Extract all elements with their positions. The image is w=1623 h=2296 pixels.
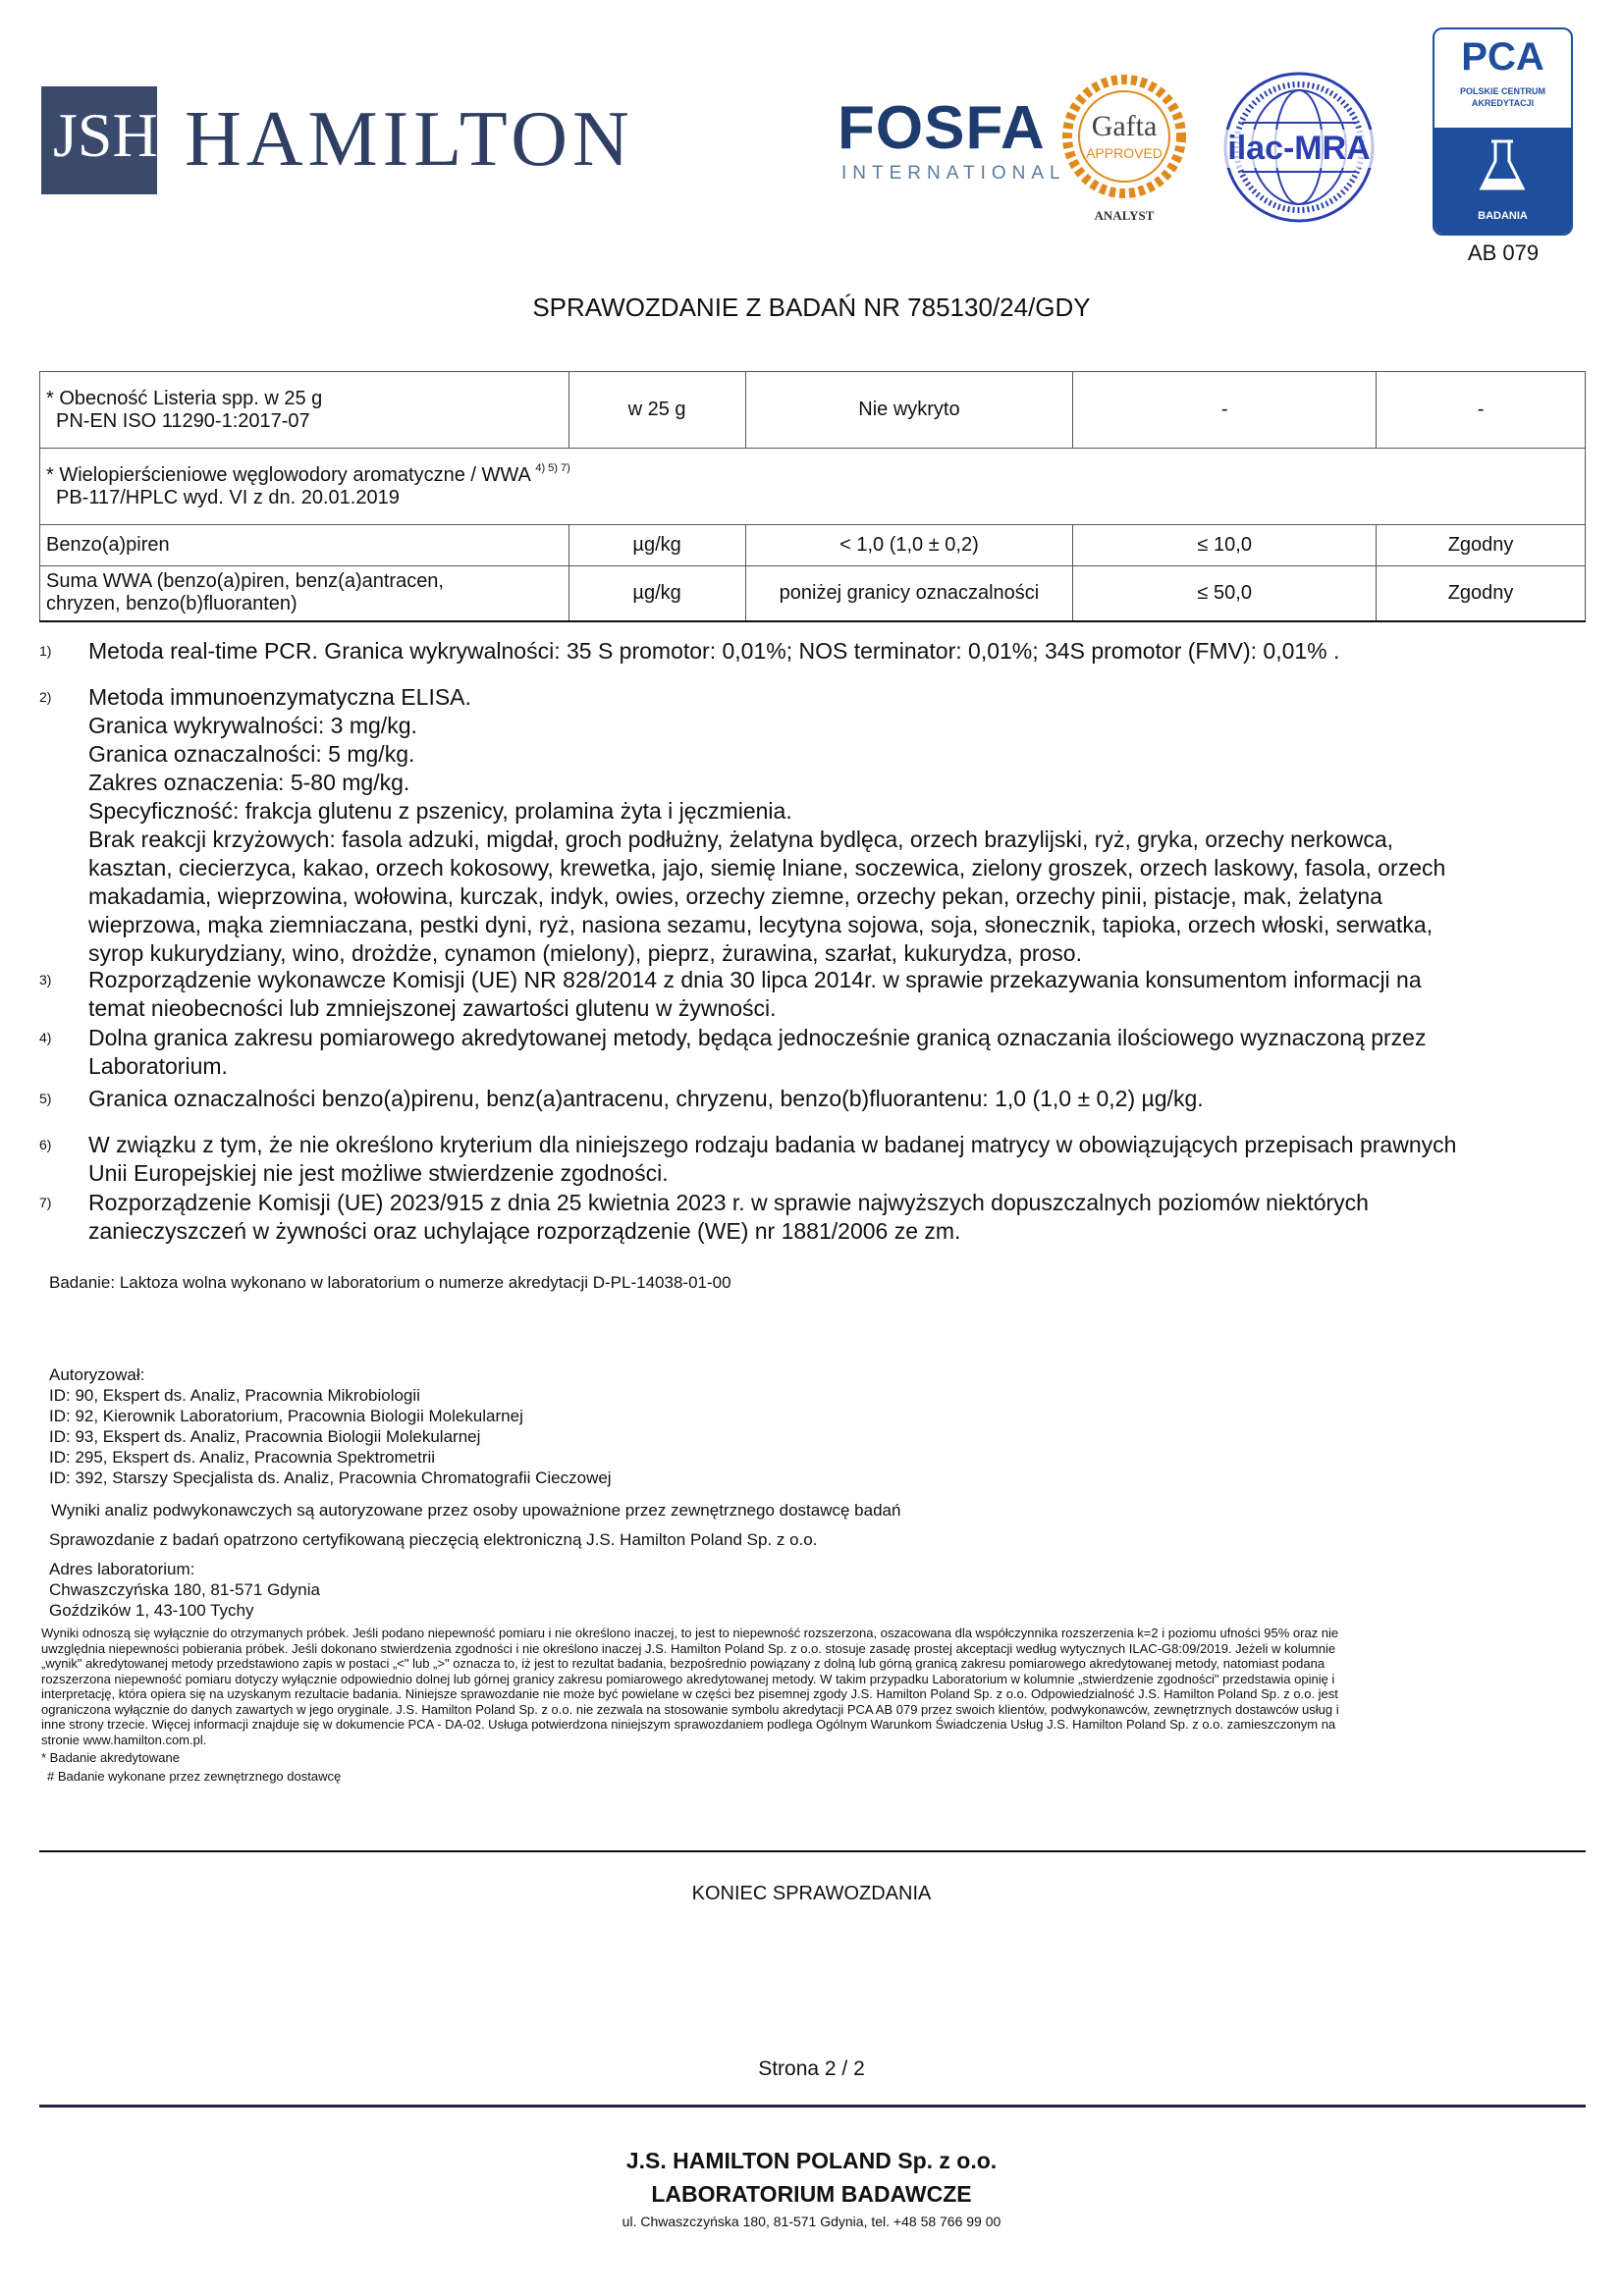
legal-disclaimer [41, 1626, 1585, 1784]
legal-line: ograniczona wyłącznie do danych zawartych w jego oryginale. J.S. Hamilton Poland Sp. z o.o. nie zezwala na stosowanie symbolu akredytacji PCA AB 079 przez swoich klientów, podwykonawców, zewnętrznych dostawców usług i [41, 1701, 1339, 1717]
footnote-7 [39, 1189, 1571, 1246]
conformity-cell: Zgodny [1377, 525, 1586, 566]
pca-logo [1433, 27, 1573, 236]
pca-line2: AKREDYTACJI [1471, 98, 1535, 108]
page-number: Strona 2 / 2 [758, 2057, 865, 2080]
flask-icon [1434, 128, 1571, 206]
unit-cell: µg/kg [568, 566, 745, 621]
unit-cell: µg/kg [568, 525, 745, 566]
footnote-line: Metoda real-time PCR. Granica wykrywalności: 35 S promotor: 0,01%; NOS terminator: 0,01%; 34S promotor (FMV): 0,01% . [88, 638, 1340, 664]
footnote-number: 1) [39, 643, 52, 659]
result-cell: Nie wykryto [745, 372, 1073, 449]
footnote-line: W związku z tym, że nie określono kryterium dla niniejszego rodzaju badania w badanej matrycy w obowiązujących przepisach prawnych [88, 1132, 1457, 1157]
hamilton-logo [41, 86, 650, 194]
footnote-line: Laboratorium. [88, 1053, 228, 1079]
pca-badania: BADANIA [1478, 210, 1528, 222]
footnote-line: temat nieobecności lub zmniejszonej zawartości glutenu w żywności. [88, 995, 777, 1021]
lab-address-line: Goździków 1, 43-100 Tychy [49, 1601, 254, 1620]
footnote-number: 2) [39, 689, 52, 705]
section-method: PB-117/HPLC wyd. VI z dn. 20.01.2019 [56, 486, 400, 508]
jsh-letters: JSH [53, 100, 158, 170]
gafta-analyst: ANALYST [1094, 208, 1155, 223]
report-title: SPRAWOZDANIE Z BADAŃ NR 785130/24/GDY [532, 293, 1091, 322]
footnote-number: 4) [39, 1030, 52, 1045]
pca-blue-block [1434, 128, 1571, 234]
footnote-line: syrop kukurydziany, wino, drożdże, cynamon (mielony), pieprz, żurawina, szarłat, kukurydza, proso. [88, 940, 1082, 966]
authorizer: ID: 90, Ekspert ds. Analiz, Pracownia Mikrobiologii [49, 1386, 420, 1405]
footnote-line: zanieczyszczeń w żywności oraz uchylające rozporządzenie (WE) nr 1881/2006 ze zm. [88, 1218, 961, 1244]
legal-line: inne strony trzecie. Więcej informacji znajduje się w dokumencie PCA - DA-02. Usługa potwierdzona niniejszym sprawozdaniem podlega Ogólnym Warunkom Świadczenia Usług J.S. Hamilton Poland Sp. z o.o. zamieszczonym na [41, 1717, 1336, 1732]
footnote-line: Granica oznaczalności: 5 mg/kg. [88, 741, 415, 767]
footnote-5 [39, 1085, 1571, 1113]
parameter-name: * Obecność Listeria spp. w 25 g [46, 387, 323, 409]
footer-company: J.S. HAMILTON POLAND Sp. z o.o. [625, 2148, 998, 2173]
ilac-mra-logo [1220, 69, 1378, 226]
section-refs: 4) 5) 7) [535, 461, 570, 474]
footnote-line: Brak reakcji krzyżowych: fasola adzuki, migdał, groch podłużny, żelatyna bydlęca, orzech brazylijski, ryż, gryka, orzechy nerkowca, [88, 827, 1394, 852]
fosfa-subtitle: INTERNATIONAL [841, 163, 1066, 184]
authorizer: ID: 392, Starszy Specjalista ds. Analiz, Pracownia Chromatografii Cieczowej [49, 1468, 612, 1487]
requirement-cell: ≤ 10,0 [1073, 525, 1377, 566]
legal-line: interpretację, która opiera się na uzyskanym rezultacie badania. Niniejsze sprawozdanie nie może być powielane w części bez pisemnej zgody J.S. Hamilton Poland Sp. z o.o. Odpowiedzialność J.S. Hamilton Poland Sp. z o.o. jest [41, 1686, 1338, 1701]
fosfa-logo [838, 94, 1066, 196]
subcontract-note: Wyniki analiz podwykonawczych są autoryzowane przez osoby upoważnione przez zewnętrznego dostawcę badań [51, 1501, 901, 1520]
unit-cell: w 25 g [568, 372, 745, 449]
section-name: * Wielopierścieniowe węglowodory aromatyczne / WWA [46, 463, 530, 486]
section-cell [40, 449, 1586, 525]
results-table [39, 371, 1586, 622]
footnote-number: 7) [39, 1195, 52, 1210]
footnote-line: Rozporządzenie wykonawcze Komisji (UE) NR 828/2014 z dnia 30 lipca 2014r. w sprawie przekazywania konsumentom informacji na [88, 967, 1422, 992]
footnote-line: Granica wykrywalności: 3 mg/kg. [88, 713, 417, 738]
ilac-text: ilac-MRA [1220, 130, 1378, 168]
lab-address-title: Adres laboratorium: [49, 1560, 195, 1578]
footnote-1 [39, 637, 1571, 666]
legal-line: „wynik" akredytowanej metody przedstawiono zapis w postaci „<" lub „>" oznacza to, iż jest to rezultat badania, bezpośrednio powiązany z dolną lub górną granicą zakresu pomiarowego akredytowanej metody, natomiast podana [41, 1656, 1325, 1671]
parameter-cell [40, 566, 569, 621]
footer-lab: LABORATORIUM BADAWCZE [651, 2181, 972, 2207]
lab-address-line: Chwaszczyńska 180, 81-571 Gdynia [49, 1580, 320, 1599]
pca-badge [1433, 27, 1573, 236]
accreditation-number: AB 079 [1467, 240, 1540, 265]
authorizer: ID: 93, Ekspert ds. Analiz, Pracownia Biologii Molekularnej [49, 1427, 481, 1446]
gafta-logo [1060, 73, 1188, 228]
legal-line: rozszerzona niepewność pomiaru dotyczy wyłącznie odpowiednio dolnej lub górnej granicy zakresu pomiarowego akredytowanej metody. W takim przypadku Laboratorium w kolumnie „stwierdzenie zgodności" przedstawia opinię i [41, 1671, 1335, 1686]
authorization-block [49, 1364, 612, 1488]
footnote-3 [39, 966, 1571, 1023]
footnote-4 [39, 1024, 1571, 1081]
footer-divider [39, 2105, 1586, 2108]
authorization-title: Autoryzował: [49, 1365, 145, 1384]
footnote-number: 6) [39, 1137, 52, 1152]
footer-address: ul. Chwaszczyńska 180, 81-571 Gdynia, tel. +48 58 766 99 00 [622, 2214, 1001, 2229]
parameter-name-line1: Suma WWA (benzo(a)piren, benz(a)antracen, [46, 570, 444, 593]
footnote-line: makadamia, wieprzowina, wołowina, kurczak, indyk, owies, orzechy ziemne, orzechy pekan, orzechy pinii, pistacje, mak, żelatyna [88, 883, 1382, 909]
legend-external: # Badanie wykonane przez zewnętrznego dostawcę [47, 1768, 342, 1784]
footnote-line: Specyficzność: frakcja glutenu z pszenicy, prolamina żyta i jęczmienia. [88, 798, 792, 824]
gafta-approved: APPROVED [1086, 145, 1163, 161]
footnote-line: kasztan, ciecierzyca, kakao, orzech kokosowy, krewetka, jajo, siemię lniane, soczewica, zielony groszek, orzech laskowy, fasola, orzech [88, 855, 1446, 881]
company-name: HAMILTON [185, 96, 634, 183]
method-ref: PN-EN ISO 11290-1:2017-07 [56, 409, 310, 432]
seal-note: Sprawozdanie z badań opatrzono certyfikowaną pieczęcią elektroniczną J.S. Hamilton Poland Sp. z o.o. [49, 1530, 818, 1549]
footnote-line: Rozporządzenie Komisji (UE) 2023/915 z dnia 25 kwietnia 2023 r. w sprawie najwyższych dopuszczalnych poziomów niektórych [88, 1190, 1369, 1215]
footnote-line: Metoda immunoenzymatyczna ELISA. [88, 684, 471, 710]
requirement-cell: - [1073, 372, 1377, 449]
legal-line: Wyniki odnoszą się wyłącznie do otrzymanych próbek. Jeśli podano niepewność pomiaru i nie określono inaczej, to jest to niepewność rozszerzona, oszacowana dla współczynnika rozszerzenia k=2 i poziomu ufności 95% oraz nie [41, 1626, 1339, 1640]
conformity-cell: Zgodny [1377, 566, 1586, 621]
lab-address [49, 1559, 320, 1621]
authorizer: ID: 92, Kierownik Laboratorium, Pracownia Biologii Molekularnej [49, 1407, 523, 1425]
footnote-line: wieprzowa, mąka ziemniaczana, pestki dyni, ryż, nasiona sezamu, lecytyna sojowa, soja, słonecznik, tapioka, orzech włoski, serwatka, [88, 912, 1434, 937]
result-cell: < 1,0 (1,0 ± 0,2) [745, 525, 1073, 566]
divider [39, 1850, 1586, 1852]
parameter-cell [40, 372, 569, 449]
footnote-line: Granica oznaczalności benzo(a)pirenu, benz(a)antracenu, chryzenu, benzo(b)fluorantenu: 1,0 (1,0 ± 0,2) µg/kg. [88, 1086, 1204, 1111]
footnote-number: 3) [39, 972, 52, 988]
pca-line1: POLSKIE CENTRUM [1459, 86, 1545, 96]
footnote-line: Zakres oznaczenia: 5-80 mg/kg. [88, 770, 410, 795]
end-of-report: KONIEC SPRAWOZDANIA [691, 1883, 932, 1904]
legend-accredited: * Badanie akredytowane [41, 1750, 180, 1765]
footnote-number: 5) [39, 1091, 52, 1106]
footnote-line: Unii Europejskiej nie jest możliwe stwierdzenie zgodności. [88, 1160, 669, 1186]
authorizer: ID: 295, Ekspert ds. Analiz, Pracownia Spektrometrii [49, 1448, 436, 1467]
lactose-note: Badanie: Laktoza wolna wykonano w laboratorium o numerze akredytacji D-PL-14038-01-00 [49, 1273, 731, 1292]
pca-title: PCA [1461, 35, 1544, 79]
parameter-cell: Benzo(a)piren [40, 525, 569, 566]
parameter-name-line2: chryzen, benzo(b)fluoranten) [46, 593, 298, 615]
footnote-line: Dolna granica zakresu pomiarowego akredytowanej metody, będąca jednocześnie granicą oznaczania ilościowego wyznaczoną przez [88, 1025, 1427, 1050]
footnote-2 [39, 683, 1571, 968]
table-row [40, 525, 1586, 566]
table-row [40, 372, 1586, 449]
legal-line: uwzględnia niepewności pobierania próbek. Jeśli dokonano stwierdzenia zgodności i nie określono inaczej J.S. Hamilton Poland Sp. z o.o. stosuje zasadę prostej akceptacji według wytycznych ILAC-G8:09/2019. Jeżeli w kolumnie [41, 1640, 1336, 1656]
jsh-monogram [41, 86, 157, 194]
table-section-row [40, 449, 1586, 525]
gafta-name: Gafta [1091, 110, 1158, 142]
fosfa-title: FOSFA [838, 94, 1046, 162]
legal-line: stronie www.hamilton.com.pl. [41, 1732, 207, 1747]
result-cell: poniżej granicy oznaczalności [745, 566, 1073, 621]
footnote-6 [39, 1131, 1571, 1188]
requirement-cell: ≤ 50,0 [1073, 566, 1377, 621]
conformity-cell: - [1377, 372, 1586, 449]
table-row [40, 566, 1586, 621]
